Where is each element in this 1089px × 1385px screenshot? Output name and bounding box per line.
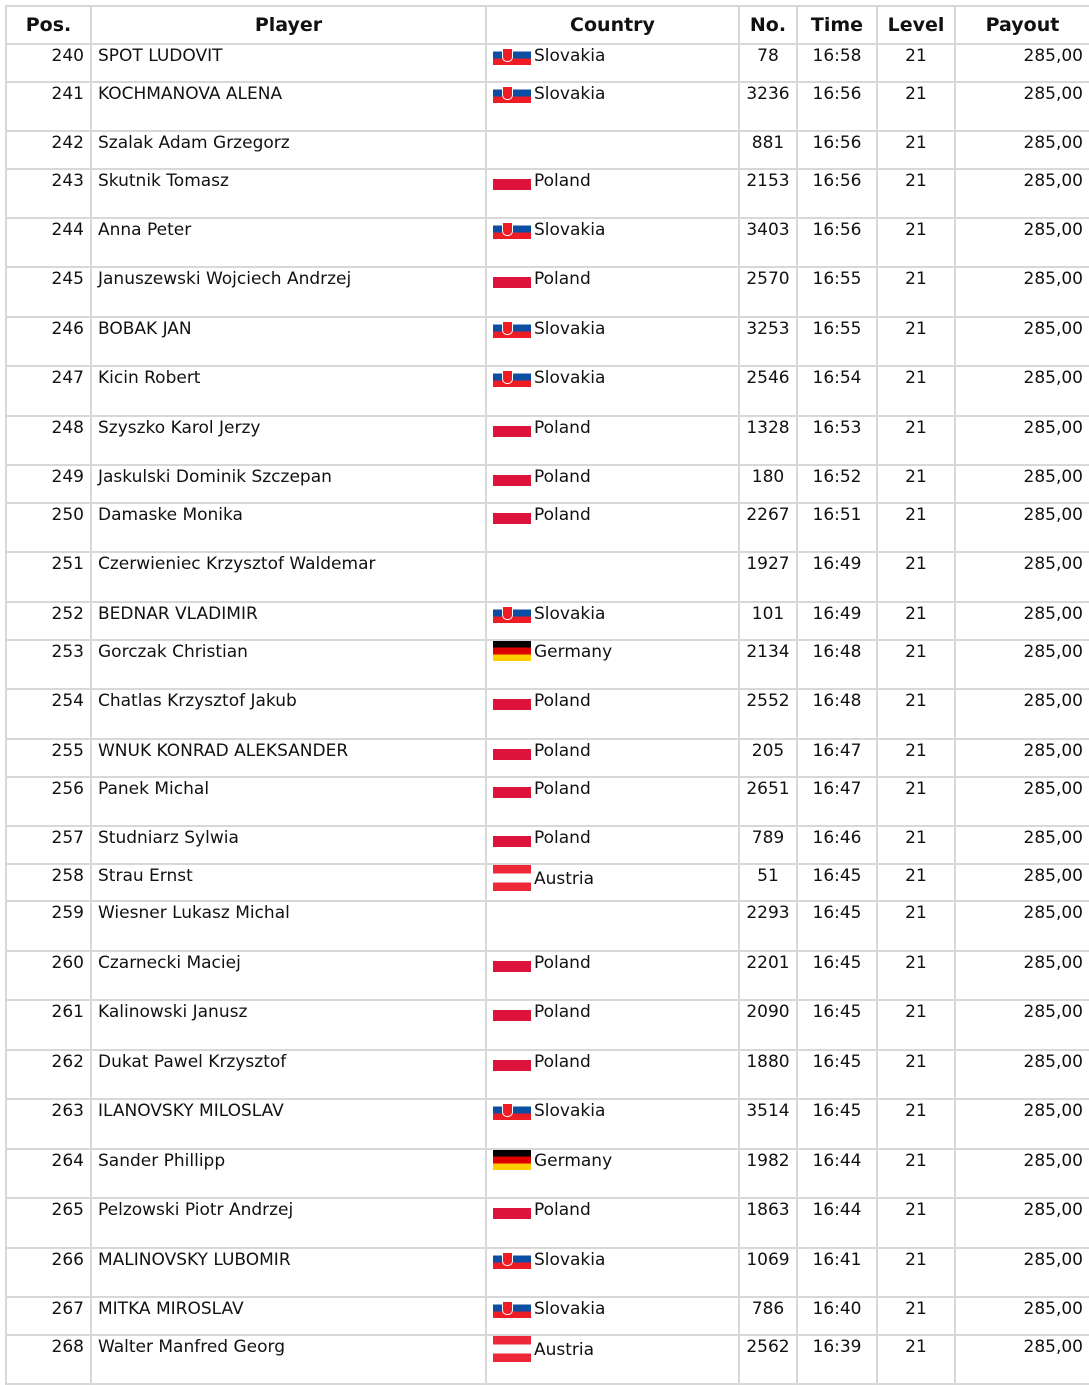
number-cell: 2651	[739, 777, 797, 826]
payout-cell: 285,00	[955, 1050, 1089, 1099]
time-cell: 16:44	[797, 1149, 877, 1198]
player-cell: BEDNAR VLADIMIR	[91, 602, 486, 640]
level-cell: 21	[877, 218, 955, 267]
country-cell	[486, 218, 739, 267]
number-cell: 180	[739, 465, 797, 503]
time-cell: 16:56	[797, 218, 877, 267]
position-cell: 248	[6, 416, 91, 465]
flag-icon	[493, 466, 531, 486]
player-cell: Kalinowski Janusz	[91, 1000, 486, 1050]
country-name: Poland	[534, 269, 591, 289]
number-cell: 2267	[739, 503, 797, 552]
payout-cell: 285,00	[955, 366, 1089, 416]
table-row	[6, 317, 1089, 366]
time-cell: 16:46	[797, 826, 877, 864]
number-cell: 2153	[739, 169, 797, 218]
number-cell: 101	[739, 602, 797, 640]
flag-icon	[493, 83, 531, 103]
table-row	[6, 169, 1089, 218]
payout-cell: 285,00	[955, 1297, 1089, 1335]
payout-cell: 285,00	[955, 416, 1089, 465]
country-name: Austria	[534, 869, 595, 889]
level-cell: 21	[877, 317, 955, 366]
position-cell: 240	[6, 44, 91, 82]
level-cell: 21	[877, 1335, 955, 1384]
position-cell: 259	[6, 901, 91, 951]
country-cell	[486, 131, 739, 169]
position-cell: 262	[6, 1050, 91, 1099]
level-cell: 21	[877, 1149, 955, 1198]
table-row	[6, 82, 1089, 131]
level-cell: 21	[877, 1099, 955, 1149]
level-cell: 21	[877, 640, 955, 689]
payout-cell: 285,00	[955, 1198, 1089, 1248]
player-cell: Damaske Monika	[91, 503, 486, 552]
level-cell: 21	[877, 44, 955, 82]
payout-cell: 285,00	[955, 901, 1089, 951]
payout-cell: 285,00	[955, 131, 1089, 169]
country-cell	[486, 552, 739, 602]
position-cell: 254	[6, 689, 91, 739]
table-row	[6, 465, 1089, 503]
player-cell: Walter Manfred Georg	[91, 1335, 486, 1384]
time-cell: 16:40	[797, 1297, 877, 1335]
country-cell	[486, 169, 739, 218]
country-name: Poland	[534, 1002, 591, 1022]
player-cell: Panek Michal	[91, 777, 486, 826]
payout-cell: 285,00	[955, 169, 1089, 218]
table-row	[6, 1050, 1089, 1099]
payout-cell: 285,00	[955, 864, 1089, 901]
player-cell: ILANOVSKY MILOSLAV	[91, 1099, 486, 1149]
country-name: Poland	[534, 418, 591, 438]
level-cell: 21	[877, 602, 955, 640]
payout-cell: 285,00	[955, 1335, 1089, 1384]
player-cell: Czarnecki Maciej	[91, 951, 486, 1000]
country-name: Poland	[534, 505, 591, 525]
position-cell: 245	[6, 267, 91, 317]
time-cell: 16:49	[797, 552, 877, 602]
number-cell: 51	[739, 864, 797, 901]
country-cell	[486, 951, 739, 1000]
level-cell: 21	[877, 1050, 955, 1099]
number-cell: 2090	[739, 1000, 797, 1050]
country-name: Slovakia	[534, 319, 606, 339]
player-cell: Studniarz Sylwia	[91, 826, 486, 864]
table-row	[6, 640, 1089, 689]
number-cell: 78	[739, 44, 797, 82]
level-cell: 21	[877, 169, 955, 218]
country-name: Slovakia	[534, 604, 606, 624]
position-cell: 268	[6, 1335, 91, 1384]
time-cell: 16:55	[797, 267, 877, 317]
time-cell: 16:45	[797, 864, 877, 901]
payout-cell: 285,00	[955, 1149, 1089, 1198]
level-cell: 21	[877, 366, 955, 416]
table-row	[6, 777, 1089, 826]
flag-icon	[493, 367, 531, 387]
number-cell: 1863	[739, 1198, 797, 1248]
number-cell: 2293	[739, 901, 797, 951]
player-cell: Anna Peter	[91, 218, 486, 267]
payout-cell: 285,00	[955, 777, 1089, 826]
country-name: Slovakia	[534, 1299, 606, 1319]
level-cell: 21	[877, 267, 955, 317]
table-row	[6, 951, 1089, 1000]
level-cell: 21	[877, 131, 955, 169]
flag-icon	[493, 827, 531, 847]
flag-icon	[493, 268, 531, 288]
player-cell: KOCHMANOVA ALENA	[91, 82, 486, 131]
country-cell	[486, 82, 739, 131]
number-cell: 3253	[739, 317, 797, 366]
country-name: Slovakia	[534, 84, 606, 104]
level-cell: 21	[877, 901, 955, 951]
table-row	[6, 267, 1089, 317]
time-cell: 16:47	[797, 739, 877, 777]
time-cell: 16:44	[797, 1198, 877, 1248]
country-cell	[486, 465, 739, 503]
country-cell	[486, 1000, 739, 1050]
flag-icon	[493, 641, 531, 661]
country-cell	[486, 366, 739, 416]
flag-icon	[493, 690, 531, 710]
player-cell: Wiesner Lukasz Michal	[91, 901, 486, 951]
payout-cell: 285,00	[955, 82, 1089, 131]
player-cell: Pelzowski Piotr Andrzej	[91, 1198, 486, 1248]
country-cell	[486, 44, 739, 82]
number-cell: 789	[739, 826, 797, 864]
country-cell	[486, 739, 739, 777]
level-cell: 21	[877, 552, 955, 602]
level-cell: 21	[877, 1248, 955, 1297]
time-cell: 16:49	[797, 602, 877, 640]
level-cell: 21	[877, 1198, 955, 1248]
country-name: Poland	[534, 779, 591, 799]
table-row	[6, 864, 1089, 901]
number-cell: 2562	[739, 1335, 797, 1384]
flag-icon	[493, 1150, 531, 1170]
country-cell	[486, 864, 739, 901]
country-name: Germany	[534, 1151, 613, 1171]
player-cell: MITKA MIROSLAV	[91, 1297, 486, 1335]
level-cell: 21	[877, 503, 955, 552]
time-cell: 16:47	[797, 777, 877, 826]
time-cell: 16:55	[797, 317, 877, 366]
flag-icon	[493, 1298, 531, 1318]
position-cell: 256	[6, 777, 91, 826]
payout-cell: 285,00	[955, 552, 1089, 602]
table-row	[6, 552, 1089, 602]
country-name: Slovakia	[534, 220, 606, 240]
country-name: Slovakia	[534, 1250, 606, 1270]
payout-cell: 285,00	[955, 739, 1089, 777]
time-cell: 16:45	[797, 1050, 877, 1099]
table-row	[6, 602, 1089, 640]
level-cell: 21	[877, 465, 955, 503]
payout-cell: 285,00	[955, 640, 1089, 689]
table-row	[6, 44, 1089, 82]
header-level: Level	[877, 6, 955, 44]
header-row	[6, 6, 1089, 44]
position-cell: 253	[6, 640, 91, 689]
table-row	[6, 826, 1089, 864]
country-cell	[486, 1050, 739, 1099]
country-cell	[486, 640, 739, 689]
payout-cell: 285,00	[955, 951, 1089, 1000]
level-cell: 21	[877, 416, 955, 465]
player-cell: Jaskulski Dominik Szczepan	[91, 465, 486, 503]
position-cell: 261	[6, 1000, 91, 1050]
time-cell: 16:58	[797, 44, 877, 82]
number-cell: 2201	[739, 951, 797, 1000]
country-cell	[486, 1149, 739, 1198]
player-cell: Skutnik Tomasz	[91, 169, 486, 218]
table-row	[6, 1297, 1089, 1335]
player-cell: Strau Ernst	[91, 864, 486, 901]
flag-icon	[493, 1199, 531, 1219]
table-row	[6, 416, 1089, 465]
time-cell: 16:45	[797, 901, 877, 951]
payout-cell: 285,00	[955, 218, 1089, 267]
country-cell	[486, 267, 739, 317]
level-cell: 21	[877, 864, 955, 901]
country-name: Poland	[534, 171, 591, 191]
position-cell: 250	[6, 503, 91, 552]
table-row	[6, 1099, 1089, 1149]
player-cell: Chatlas Krzysztof Jakub	[91, 689, 486, 739]
table-row	[6, 1000, 1089, 1050]
country-cell	[486, 1297, 739, 1335]
flag-icon	[493, 417, 531, 437]
number-cell: 2552	[739, 689, 797, 739]
header-pos: Pos.	[6, 6, 91, 44]
position-cell: 264	[6, 1149, 91, 1198]
number-cell: 1069	[739, 1248, 797, 1297]
header-country: Country	[486, 6, 739, 44]
country-name: Germany	[534, 642, 613, 662]
header-player: Player	[91, 6, 486, 44]
time-cell: 16:39	[797, 1335, 877, 1384]
payout-cell: 285,00	[955, 1248, 1089, 1297]
player-cell: WNUK KONRAD ALEKSANDER	[91, 739, 486, 777]
country-cell	[486, 777, 739, 826]
country-name: Poland	[534, 741, 591, 761]
number-cell: 881	[739, 131, 797, 169]
position-cell: 267	[6, 1297, 91, 1335]
results-table	[5, 5, 1089, 1385]
flag-icon	[493, 504, 531, 524]
table-row	[6, 131, 1089, 169]
number-cell: 2546	[739, 366, 797, 416]
country-name: Slovakia	[534, 46, 606, 66]
country-name: Poland	[534, 467, 591, 487]
country-cell	[486, 1335, 739, 1384]
country-cell	[486, 416, 739, 465]
number-cell: 1927	[739, 552, 797, 602]
table-row	[6, 1149, 1089, 1198]
player-cell: Czerwieniec Krzysztof Waldemar	[91, 552, 486, 602]
flag-icon	[493, 1336, 531, 1362]
number-cell: 786	[739, 1297, 797, 1335]
country-cell	[486, 1099, 739, 1149]
time-cell: 16:54	[797, 366, 877, 416]
flag-icon	[493, 1249, 531, 1269]
player-cell: Szalak Adam Grzegorz	[91, 131, 486, 169]
time-cell: 16:56	[797, 169, 877, 218]
position-cell: 257	[6, 826, 91, 864]
header-no: No.	[739, 6, 797, 44]
position-cell: 263	[6, 1099, 91, 1149]
time-cell: 16:45	[797, 1099, 877, 1149]
time-cell: 16:48	[797, 689, 877, 739]
number-cell: 1880	[739, 1050, 797, 1099]
player-cell: SPOT LUDOVIT	[91, 44, 486, 82]
table-row	[6, 689, 1089, 739]
country-cell	[486, 317, 739, 366]
time-cell: 16:41	[797, 1248, 877, 1297]
number-cell: 1982	[739, 1149, 797, 1198]
country-cell	[486, 602, 739, 640]
payout-cell: 285,00	[955, 689, 1089, 739]
time-cell: 16:45	[797, 951, 877, 1000]
player-cell: BOBAK JAN	[91, 317, 486, 366]
flag-icon	[493, 219, 531, 239]
flag-icon	[493, 170, 531, 190]
position-cell: 251	[6, 552, 91, 602]
header-payout: Payout	[955, 6, 1089, 44]
table-row	[6, 1248, 1089, 1297]
country-name: Poland	[534, 691, 591, 711]
flag-icon	[493, 740, 531, 760]
player-cell: Sander Phillipp	[91, 1149, 486, 1198]
payout-cell: 285,00	[955, 826, 1089, 864]
flag-icon	[493, 778, 531, 798]
player-cell: Kicin Robert	[91, 366, 486, 416]
number-cell: 1328	[739, 416, 797, 465]
country-name: Poland	[534, 1052, 591, 1072]
position-cell: 260	[6, 951, 91, 1000]
position-cell: 266	[6, 1248, 91, 1297]
country-name: Slovakia	[534, 1101, 606, 1121]
country-name: Austria	[534, 1340, 595, 1360]
position-cell: 241	[6, 82, 91, 131]
country-cell	[486, 503, 739, 552]
country-name: Slovakia	[534, 368, 606, 388]
payout-cell: 285,00	[955, 1099, 1089, 1149]
level-cell: 21	[877, 1000, 955, 1050]
flag-icon	[493, 865, 531, 891]
position-cell: 242	[6, 131, 91, 169]
flag-icon	[493, 1001, 531, 1021]
time-cell: 16:56	[797, 131, 877, 169]
level-cell: 21	[877, 689, 955, 739]
payout-cell: 285,00	[955, 267, 1089, 317]
player-cell: MALINOVSKY LUBOMIR	[91, 1248, 486, 1297]
country-name: Poland	[534, 1200, 591, 1220]
position-cell: 247	[6, 366, 91, 416]
time-cell: 16:53	[797, 416, 877, 465]
payout-cell: 285,00	[955, 602, 1089, 640]
position-cell: 258	[6, 864, 91, 901]
number-cell: 205	[739, 739, 797, 777]
position-cell: 252	[6, 602, 91, 640]
flag-icon	[493, 45, 531, 65]
table-row	[6, 901, 1089, 951]
table-row	[6, 1335, 1089, 1384]
time-cell: 16:48	[797, 640, 877, 689]
payout-cell: 285,00	[955, 1000, 1089, 1050]
country-name: Poland	[534, 953, 591, 973]
level-cell: 21	[877, 777, 955, 826]
table-row	[6, 218, 1089, 267]
time-cell: 16:52	[797, 465, 877, 503]
flag-icon	[493, 603, 531, 623]
payout-cell: 285,00	[955, 503, 1089, 552]
position-cell: 265	[6, 1198, 91, 1248]
time-cell: 16:45	[797, 1000, 877, 1050]
number-cell: 2134	[739, 640, 797, 689]
number-cell: 3403	[739, 218, 797, 267]
country-cell	[486, 901, 739, 951]
country-cell	[486, 1248, 739, 1297]
payout-cell: 285,00	[955, 44, 1089, 82]
position-cell: 255	[6, 739, 91, 777]
payout-cell: 285,00	[955, 465, 1089, 503]
player-cell: Dukat Pawel Krzysztof	[91, 1050, 486, 1099]
number-cell: 3514	[739, 1099, 797, 1149]
country-name: Poland	[534, 828, 591, 848]
country-cell	[486, 1198, 739, 1248]
flag-icon	[493, 952, 531, 972]
position-cell: 244	[6, 218, 91, 267]
country-cell	[486, 689, 739, 739]
level-cell: 21	[877, 739, 955, 777]
flag-icon	[493, 318, 531, 338]
table-body	[6, 44, 1089, 1384]
table-row	[6, 503, 1089, 552]
header-time: Time	[797, 6, 877, 44]
flag-icon	[493, 1100, 531, 1120]
position-cell: 249	[6, 465, 91, 503]
player-cell: Szyszko Karol Jerzy	[91, 416, 486, 465]
payout-cell: 285,00	[955, 317, 1089, 366]
level-cell: 21	[877, 951, 955, 1000]
table-row	[6, 739, 1089, 777]
level-cell: 21	[877, 82, 955, 131]
level-cell: 21	[877, 826, 955, 864]
number-cell: 2570	[739, 267, 797, 317]
position-cell: 246	[6, 317, 91, 366]
country-cell	[486, 826, 739, 864]
player-cell: Januszewski Wojciech Andrzej	[91, 267, 486, 317]
table-row	[6, 1198, 1089, 1248]
time-cell: 16:51	[797, 503, 877, 552]
level-cell: 21	[877, 1297, 955, 1335]
position-cell: 243	[6, 169, 91, 218]
time-cell: 16:56	[797, 82, 877, 131]
flag-icon	[493, 1051, 531, 1071]
table-row	[6, 366, 1089, 416]
player-cell: Gorczak Christian	[91, 640, 486, 689]
number-cell: 3236	[739, 82, 797, 131]
